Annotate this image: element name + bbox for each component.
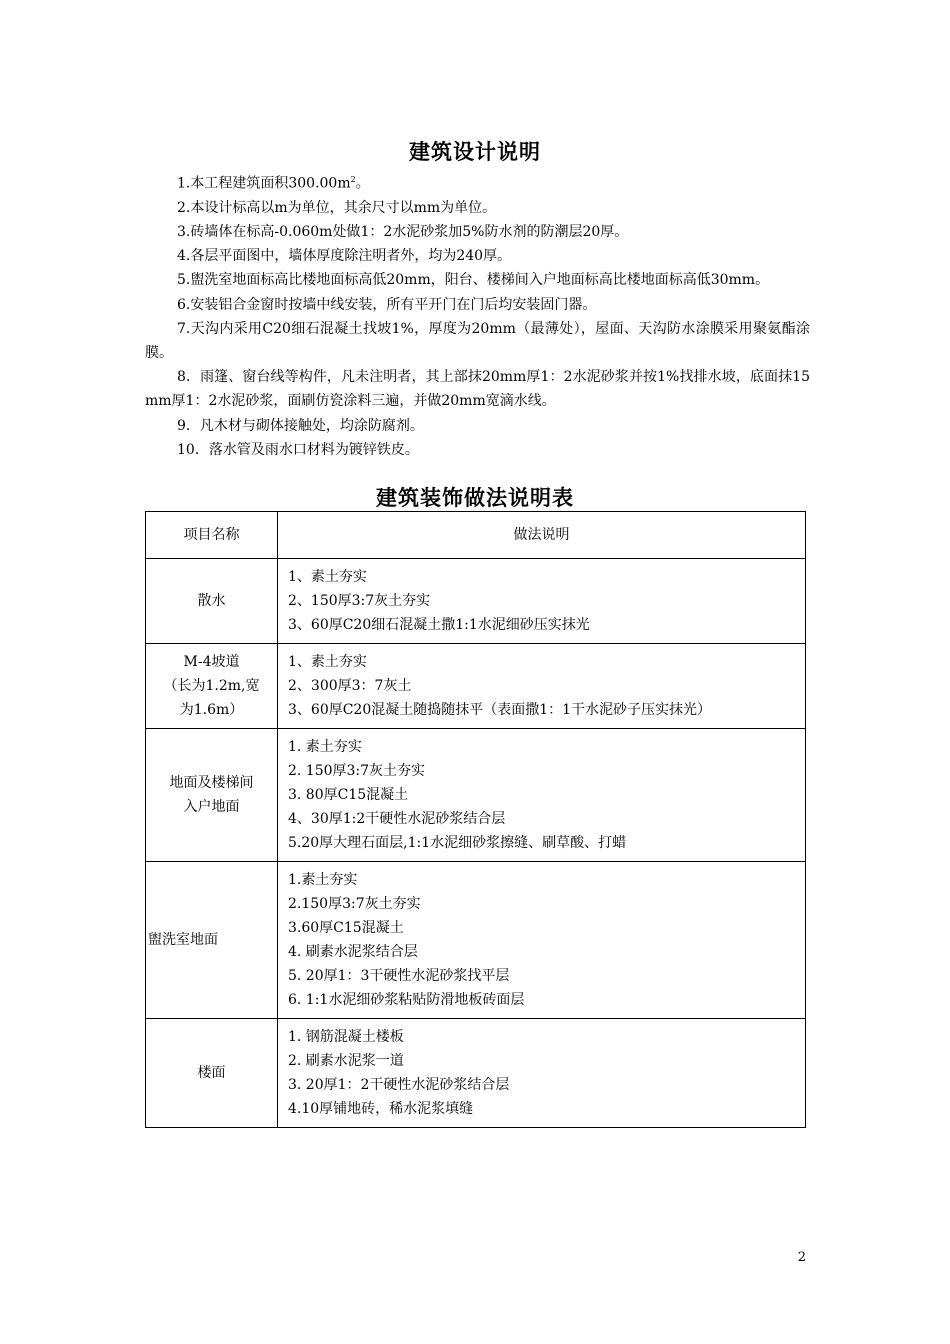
header-item-name: 项目名称	[146, 512, 278, 559]
design-note-4: 4.各层平面图中，墙体厚度除注明者外，均为240厚。	[177, 248, 512, 265]
method-step: 1、素土夯实	[288, 569, 367, 585]
table-row	[146, 862, 806, 1019]
method-step: 2、150厚3:7灰土夯实	[288, 593, 431, 609]
item-method	[278, 729, 806, 862]
item-method	[278, 559, 806, 644]
method-step: 1、素土夯实	[288, 654, 367, 670]
method-step: 5. 20厚1：3干硬性水泥砂浆找平层	[288, 968, 510, 984]
item-method	[278, 644, 806, 729]
table-header-row	[146, 512, 806, 559]
method-step: 6. 1:1水泥细砂浆粘贴防滑地板砖面层	[288, 992, 525, 1008]
method-step: 4.10厚铺地砖，稀水泥浆填缝	[288, 1101, 474, 1117]
item-name-line: 入户地面	[183, 799, 240, 815]
method-step: 1. 钢筋混凝土楼板	[288, 1029, 404, 1045]
design-note-9: 9．凡木材与砌体接触处，均涂防腐剂。	[177, 417, 424, 434]
design-note-8: 8．雨篷、窗台线等构件，凡未注明者，其上部抹20mm厚1：2水泥砂浆并按1%找排水坡，底面抹15mm厚1：2水泥砂浆，面刷仿瓷涂料三遍，并做20mm宽滴水线。	[145, 369, 810, 410]
design-note-5: 5.盥洗室地面标高比楼地面标高低20mm，阳台、楼梯间入户地面标高比楼地面标高低30mm。	[177, 272, 770, 289]
design-note-10: 10．落水管及雨水口材料为镀锌铁皮。	[177, 441, 419, 458]
design-note-2: 2.本设计标高以m为单位，其余尺寸以mm为单位。	[177, 199, 497, 216]
method-step: 2. 150厚3:7灰土夯实	[288, 763, 426, 779]
method-step: 3.60厚C15混凝土	[288, 920, 404, 936]
item-name-line: 为1.6m）	[179, 702, 244, 718]
method-step: 3. 20厚1：2干硬性水泥砂浆结合层	[288, 1077, 510, 1093]
item-name-line: （长为1.2m,宽	[163, 678, 260, 694]
item-name	[146, 729, 278, 862]
area-unit-superscript: 2	[350, 175, 356, 184]
item-method	[278, 862, 806, 1019]
table-row	[146, 644, 806, 729]
table-row	[146, 559, 806, 644]
item-name-line: M-4坡道	[183, 654, 240, 670]
design-note-6: 6.安装铝合金窗时按墙中线安装，所有平开门在门后均安装固门器。	[177, 296, 597, 313]
design-note-3: 3.砖墙体在标高-0.060m处做1：2水泥砂浆加5%防水剂的防潮层20厚。	[177, 224, 629, 241]
method-step: 5.20厚大理石面层,1:1水泥细砂浆擦缝、刷草酸、打蜡	[288, 835, 627, 851]
decoration-table-title: 建筑装饰做法说明表	[376, 486, 574, 510]
item-method	[278, 1019, 806, 1128]
item-name: 散水	[146, 559, 278, 644]
table-row	[146, 1019, 806, 1128]
item-name	[146, 644, 278, 729]
header-method: 做法说明	[278, 512, 806, 559]
design-notes-list	[145, 168, 810, 462]
design-note-7: 7.天沟内采用C20细石混凝土找坡1%，厚度为20mm（最薄处），屋面、天沟防水涂膜采用聚氨酯涂膜。	[145, 320, 810, 362]
method-step: 4、30厚1:2干硬性水泥砂浆结合层	[288, 811, 506, 827]
area-suffix: 。	[355, 175, 370, 192]
method-step: 3、60厚C20细石混凝土撒1:1水泥细砂压实抹光	[288, 617, 590, 633]
method-step: 3、60厚C20混凝土随捣随抹平（表面撒1：1干水泥砂子压实抹光）	[288, 702, 712, 718]
design-note-1	[145, 168, 810, 196]
method-step: 1.素土夯实	[288, 872, 358, 888]
method-step: 4. 刷素水泥浆结合层	[288, 944, 418, 960]
method-step: 2. 刷素水泥浆一道	[288, 1053, 404, 1069]
table-row	[146, 729, 806, 862]
method-step: 2、300厚3：7灰土	[288, 678, 412, 694]
item-name: 楼面	[146, 1019, 278, 1128]
area-text: 1.本工程建筑面积300.00m	[177, 175, 351, 192]
item-name: 盥洗室地面	[146, 862, 278, 1019]
decoration-table	[145, 511, 806, 1128]
method-step: 1. 素土夯实	[288, 739, 362, 755]
item-name-line: 地面及楼梯间	[169, 775, 254, 791]
page-number: 2	[797, 1250, 806, 1265]
design-notes-title: 建筑设计说明	[409, 140, 541, 164]
method-step: 2.150厚3:7灰土夯实	[288, 896, 421, 912]
method-step: 3. 80厚C15混凝土	[288, 787, 409, 803]
